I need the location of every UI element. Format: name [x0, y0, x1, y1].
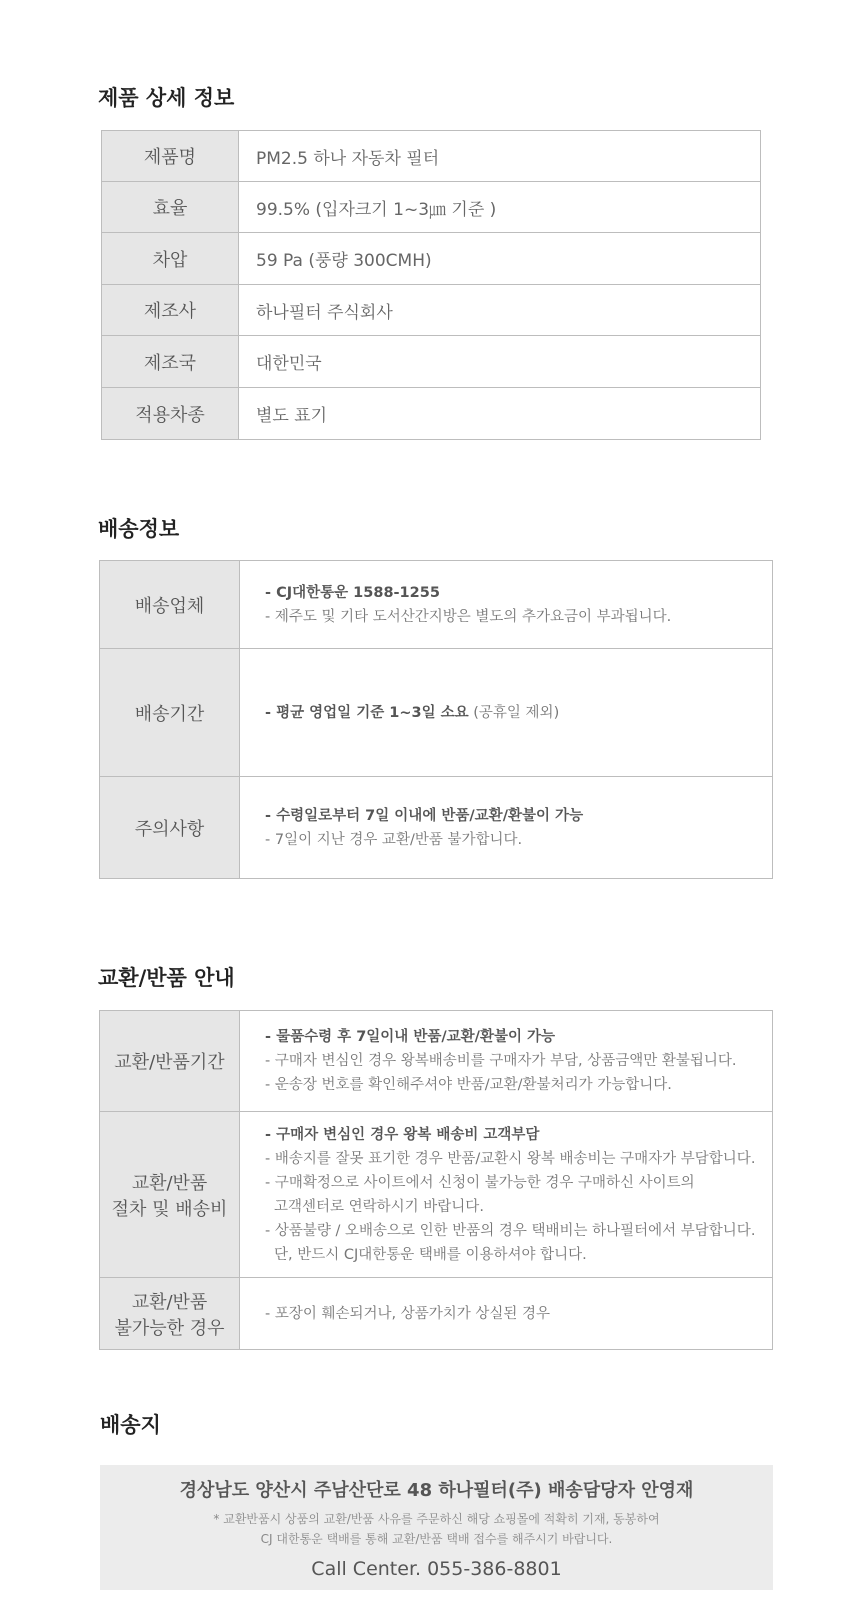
text-line: 고객센터로 연락하시기 바랍니다. [274, 1198, 484, 1215]
row-label: 적용차종 [102, 388, 239, 440]
row-value: 대한민국 [239, 336, 761, 388]
note-line: * 교환반품시 상품의 교환/반품 사유를 주문하신 해당 쇼핑몰에 적확히 기재, 동봉하여 [213, 1512, 660, 1526]
shipping-info-table [99, 560, 773, 879]
row-label: 제품명 [102, 131, 239, 182]
exchange-info-table [99, 1010, 773, 1350]
product-section-title: 제품 상세 정보 [98, 86, 235, 110]
row-label-line: 불가능한 경우 [114, 1317, 225, 1339]
text-line-bold: - 평균 영업일 기준 1~3일 소요 [265, 704, 469, 721]
call-center: Call Center. 055-386-8801 [311, 1558, 562, 1580]
text-line: - 7일이 지난 경우 교환/반품 불가합니다. [265, 831, 523, 848]
row-label: 차압 [102, 233, 239, 285]
table-row [102, 285, 761, 336]
table-row [100, 1112, 773, 1278]
text-line: - 구매자 변심인 경우 왕복 배송비 고객부담 [265, 1126, 540, 1143]
table-row [102, 388, 761, 440]
text-line: - CJ대한통운 1588-1255 [265, 584, 440, 601]
table-row [102, 182, 761, 233]
row-label: 배송업체 [100, 561, 240, 649]
row-label-line: 교환/반품 [131, 1172, 208, 1194]
row-value [240, 1278, 773, 1350]
row-label-line: 절차 및 배송비 [111, 1198, 228, 1220]
row-value [240, 561, 773, 649]
shipping-address: 경상남도 양산시 주남산단로 48 하나필터(주) 배송담당자 안영재 [179, 1480, 694, 1501]
row-label: 배송기간 [100, 649, 240, 777]
row-label: 제조국 [102, 336, 239, 388]
text-line: - 운송장 번호를 확인해주셔야 반품/교환/환불처리가 가능합니다. [265, 1077, 672, 1093]
text-line: - 물품수령 후 7일이내 반품/교환/환불이 가능 [265, 1029, 556, 1045]
table-row [100, 561, 773, 649]
table-row [102, 336, 761, 388]
text-line: - 포장이 훼손되거나, 상품가치가 상실된 경우 [265, 1305, 551, 1322]
row-value: PM2.5 하나 자동차 필터 [239, 131, 761, 182]
text-line: - 제주도 및 기타 도서산간지방은 별도의 추가요금이 부과됩니다. [265, 608, 672, 625]
row-value [240, 1112, 773, 1278]
destination-section-title: 배송지 [100, 1413, 161, 1437]
text-line: - 배송지를 잘못 표기한 경우 반품/교환시 왕복 배송비는 구매자가 부담합니다. [265, 1150, 756, 1167]
text-line: 단, 반드시 CJ대한통운 택배를 이용하셔야 합니다. [274, 1246, 587, 1263]
table-row [102, 233, 761, 285]
text-line: - 상품불량 / 오배송으로 인한 반품의 경우 택배비는 하나필터에서 부담합니다. [265, 1222, 756, 1239]
shipping-section-title: 배송정보 [98, 517, 180, 541]
row-value [240, 649, 773, 777]
row-label: 주의사항 [100, 777, 240, 879]
exchange-section-title: 교환/반품 안내 [98, 966, 235, 990]
address-box [100, 1465, 773, 1590]
row-value: 59 Pa (풍량 300CMH) [239, 233, 761, 285]
table-row [102, 131, 761, 182]
row-label: 제조사 [102, 285, 239, 336]
text-line-rest: (공휴일 제외) [468, 704, 560, 721]
table-row [100, 649, 773, 777]
row-value: 99.5% (입자크기 1~3㎛ 기준 ) [239, 182, 761, 233]
table-row [100, 1011, 773, 1112]
text-line: - 구매자 변심인 경우 왕복배송비를 구매자가 부담, 상품금액만 환불됩니다. [265, 1053, 737, 1069]
text-line: - 수령일로부터 7일 이내에 반품/교환/환불이 가능 [265, 807, 584, 824]
row-value: 별도 표기 [239, 388, 761, 440]
row-value [240, 1011, 773, 1112]
row-value: 하나필터 주식회사 [239, 285, 761, 336]
row-value [240, 777, 773, 879]
table-row [100, 1278, 773, 1350]
product-detail-table [101, 130, 761, 440]
row-label [100, 1112, 240, 1278]
row-label: 교환/반품기간 [100, 1011, 240, 1112]
row-label [100, 1278, 240, 1350]
table-row [100, 777, 773, 879]
note-line: CJ 대한통운 택배를 통해 교환/반품 택배 접수를 해주시기 바랍니다. [260, 1532, 613, 1546]
text-line: - 구매확정으로 사이트에서 신청이 불가능한 경우 구매하신 사이트의 [265, 1174, 695, 1191]
row-label-line: 교환/반품 [131, 1291, 208, 1313]
row-label: 효율 [102, 182, 239, 233]
return-note [100, 1509, 773, 1549]
